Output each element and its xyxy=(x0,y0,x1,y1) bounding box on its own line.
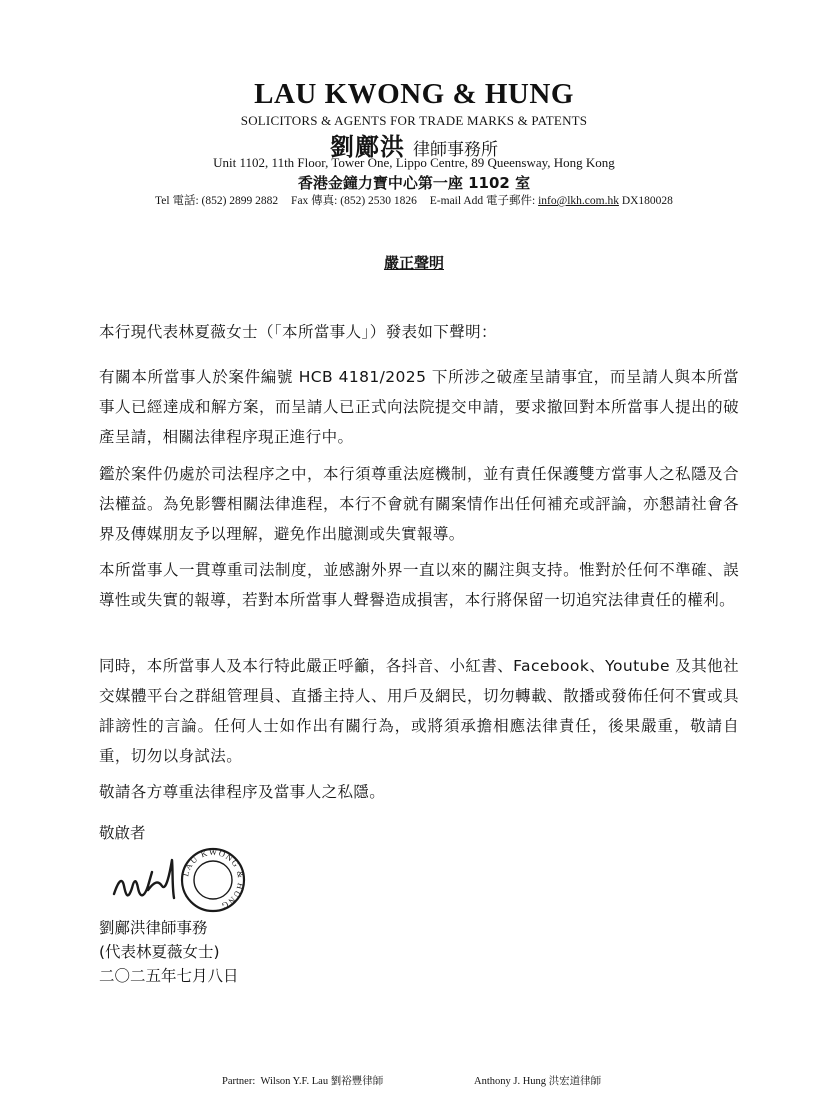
company-seal xyxy=(180,847,246,912)
fax: Fax 傳真: (852) 2530 1826 xyxy=(291,195,417,207)
firm-name: LAU KWONG & HUNG xyxy=(254,78,574,110)
seal-text: LAU KWONG & HUNG xyxy=(180,846,247,912)
dx-number: DX180028 xyxy=(621,195,673,207)
paragraph-appeal: 同時，本所當事人及本行特此嚴正呼籲，各抖音、小紅書、Facebook、Youtube 及其他社交媒體平台之群組管理員、直播主持人、用戶及網民，切勿轉載、散播或發佈任何不實或具誹謗性的言論。任何人士如作出有關行為，或將須承擔相應法律責任，後果嚴重，敬請自重，切勿以身試法。 xyxy=(99,657,739,765)
signature-and-seal xyxy=(108,842,248,922)
chinese-name: 劉鄺洪 xyxy=(330,133,405,161)
document-date: 二〇二五年七月八日 xyxy=(99,967,239,985)
footer-partner-1 xyxy=(222,1073,383,1088)
closing: 敬啟者 xyxy=(99,824,146,842)
address-english: Unit 1102, 11th Floor, Tower One, Lippo Centre, 89 Queensway, Hong Kong xyxy=(213,155,615,170)
document-title: 嚴正聲明 xyxy=(383,254,444,272)
firm-subtitle: SOLICITORS & AGENTS FOR TRADE MARKS & PATENTS xyxy=(240,113,588,128)
contact-line xyxy=(0,192,828,208)
paragraph-privacy: 鑑於案件仍處於司法程序之中，本行須尊重法庭機制，並有責任保護雙方當事人之私隱及合法權益。為免影響相關法律進程，本行不會就有關案情作出任何補充或評論，亦懇請社會各界及傳媒朋友予以理解，避免作出臆測或失實報導。 xyxy=(99,465,739,543)
paragraph-case: 有關本所當事人於案件編號 HCB 4181/2025 下所涉之破產呈請事宜，而呈請人與本所當事人已經達成和解方案，而呈請人已正式向法院提交申請，要求撤回對本所當事人提出的破產呈請，相關法律程序現正進行中。 xyxy=(99,368,739,446)
paragraph-intro: 本行現代表林夏薇女士（「本所當事人」）發表如下聲明： xyxy=(99,323,497,341)
footer-partner-2: Anthony J. Hung 洪宏道律師 xyxy=(474,1076,602,1087)
email-link[interactable]: info@lkh.com.hk xyxy=(538,195,619,207)
signatory-name: 劉鄺洪律師事務 xyxy=(99,919,208,937)
partner-1-name: Wilson Y.F. Lau 劉裕豐律師 xyxy=(260,1076,384,1087)
email-label: E-mail Add 電子郵件: xyxy=(429,195,536,207)
handwritten-signature xyxy=(114,860,174,898)
paragraph-rights: 本所當事人一貫尊重司法制度，並感謝外界一直以來的關注與支持。惟對於任何不準確、誤導性或失實的報導，若對本所當事人聲譽造成損害，本行將保留一切追究法律責任的權利。 xyxy=(99,561,739,609)
paragraph-respect: 敬請各方尊重法律程序及當事人之私隱。 xyxy=(99,783,386,801)
partner-label: Partner: xyxy=(222,1076,256,1087)
tel: Tel 電話: (852) 2899 2882 xyxy=(155,195,279,207)
chinese-suffix: 律師事務所 xyxy=(413,140,498,160)
address-chinese: 香港金鐘力寶中心第一座 1102 室 xyxy=(297,174,531,192)
on-behalf-of: (代表林夏薇女士) xyxy=(99,943,220,961)
